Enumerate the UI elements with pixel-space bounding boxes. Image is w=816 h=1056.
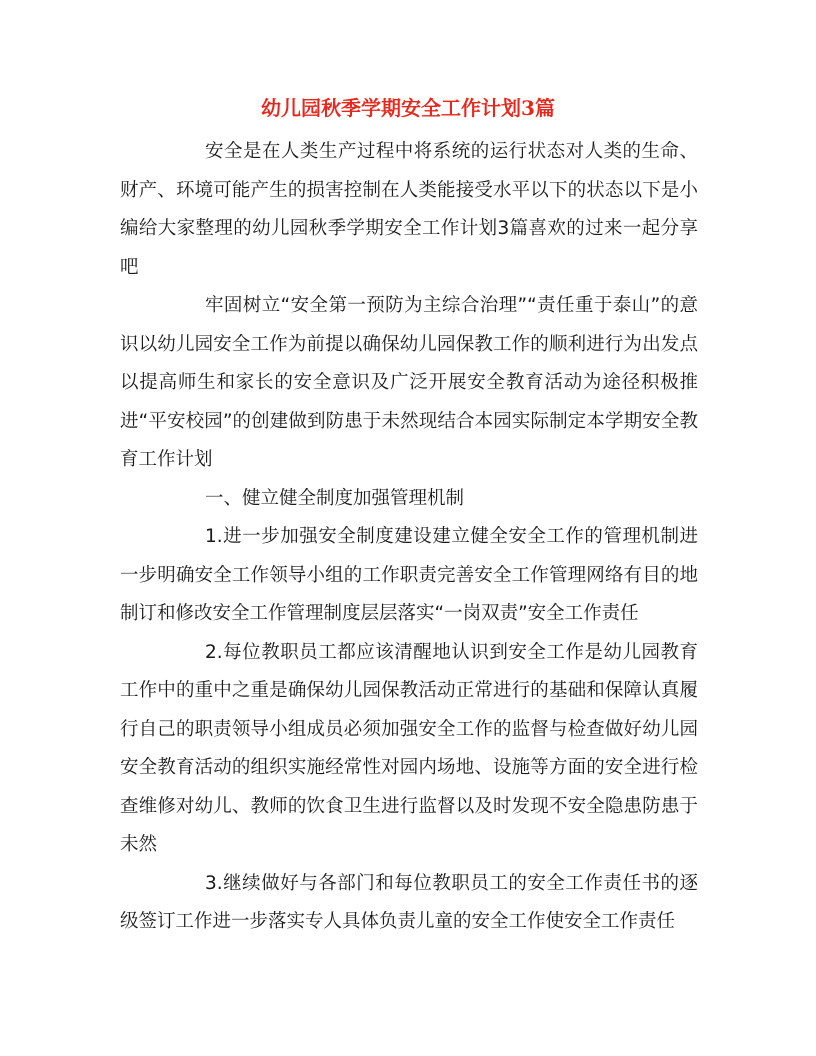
paragraph-principle: 牢固树立“安全第一预防为主综合治理”“责任重于泰山”的意识以幼儿园安全工作为前提以确保幼儿园保教工作的顺利进行为出发点以提高师生和家长的安全意识及广泛开展安全教育活动为途径积极推进“平安校园”的创建做到防患于未然现结合本园实际制定本学期安全教育工作计划 [120, 295, 698, 470]
section-heading: 一、健立健全制度加强管理机制 [205, 487, 465, 509]
paragraph-item-2: 2.每位教职员工都应该清醒地认识到安全工作是幼儿园教育工作中的重中之重是确保幼儿园保教活动正常进行的基础和保障认真履行自己的职责领导小组成员必须加强安全工作的监督与检查做好幼儿园安全教育活动的组织实施经常性对园内场地、设施等方面的安全进行检查维修对幼儿、教师的饮食卫生进行监督以及时发现不安全隐患防患于未然 [120, 641, 698, 855]
paragraph-item-1: 1.进一步加强安全制度建设建立健全安全工作的管理机制进一步明确安全工作领导小组的工作职责完善安全工作管理网络有目的地制订和修改安全工作管理制度层层落实“一岗双责”安全工作责任 [120, 526, 698, 624]
paragraph-intro: 安全是在人类生产过程中将系统的运行状态对人类的生命、财产、环境可能产生的损害控制在人类能接受水平以下的状态以下是小编给大家整理的幼儿园秋季学期安全工作计划3篇喜欢的过来一起分享吧 [120, 141, 698, 278]
document-body [120, 133, 698, 942]
paragraph-item-3: 3.继续做好与各部门和每位教职员工的安全工作责任书的逐级签订工作进一步落实专人具体负责儿童的安全工作使安全工作责任 [120, 872, 698, 932]
document-title: 幼儿园秋季学期安全工作计划3篇 [261, 96, 555, 120]
